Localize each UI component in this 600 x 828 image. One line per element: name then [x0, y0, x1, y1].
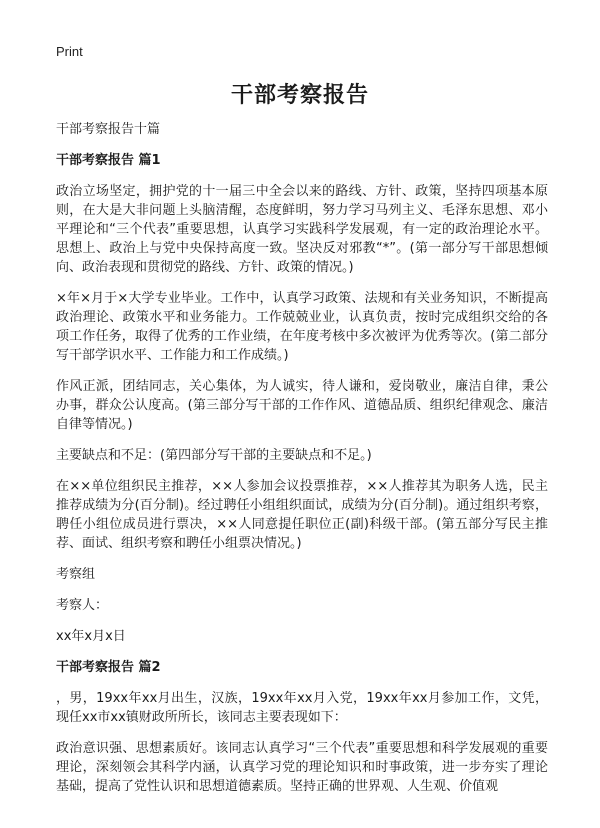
- paragraph: 政治立场坚定，拥护党的十一届三中全会以来的路线、方针、政策，坚持四项基本原则，在大是大非问题上头脑清醒，态度鲜明，努力学习马列主义、毛泽东思想、邓小平理论和“三个代表”重要思想，认真学习实践科学发展观，有一定的政治理论水平。思想上、政治上与党中央保持高度一致。坚决反对邪教“*”。(第一部分写干部思想倾向、政治表现和贯彻党的路线、方针、政策的情况。): [56, 184, 548, 275]
- section-heading: 干部考察报告 篇2: [56, 660, 161, 675]
- paragraph: 政治意识强、思想素质好。该同志认真学习“三个代表”重要思想和科学发展观的重要理论，深刻领会其科学内涵，认真学习党的理论知识和时事政策，进一步夯实了理论基础，提高了党性认识和思想道德素质。坚持正确的世界观、人生观、价值观: [56, 741, 548, 794]
- document-subtitle: 干部考察报告十篇: [56, 122, 161, 137]
- print-label[interactable]: Print: [56, 44, 83, 59]
- paragraph: ×年×月于×大学专业毕业。工作中，认真学习政策、法规和有关业务知识，不断提高政治理论、政策水平和业务能力。工作兢兢业业，认真负责，按时完成组织交给的各项工作任务，取得了优秀的工作业绩，在年度考核中多次被评为优秀等次。(第二部分写干部学识水平、工作能力和工作成绩。): [56, 291, 548, 363]
- inspection-team: 考察组: [56, 567, 96, 582]
- report-date: xx年x月x日: [56, 629, 126, 644]
- paragraph: 在××单位组织民主推荐，××人参加会议投票推荐，××人推荐其为职务人选，民主推荐成绩为分(百分制)。经过聘任小组组织面试，成绩为分(百分制)。通过组织考察，聘任小组位成员进行票决，××人同意提任职位正(副)科级干部。(第五部分写民主推荐、面试、组织考察和聘任小组票决情况。): [56, 479, 548, 551]
- document-title: 干部考察报告: [230, 83, 369, 108]
- document-body: [56, 120, 548, 808]
- paragraph: 作风正派，团结同志，关心集体，为人诚实，待人谦和，爱岗敬业，廉洁自律，秉公办事，群众公认度高。(第三部分写干部的工作作风、道德品质、组织纪律观念、廉洁自律等情况。): [56, 379, 548, 432]
- paragraph: ，男，19xx年xx月出生，汉族，19xx年xx月入党，19xx年xx月参加工作，文凭，现任xx市xx镇财政所所长，该同志主要表现如下：: [56, 691, 548, 725]
- section-heading: 干部考察报告 篇1: [56, 153, 161, 168]
- paragraph: 主要缺点和不足：(第四部分写干部的主要缺点和不足。): [56, 448, 372, 463]
- inspector-label: 考察人：: [56, 598, 109, 613]
